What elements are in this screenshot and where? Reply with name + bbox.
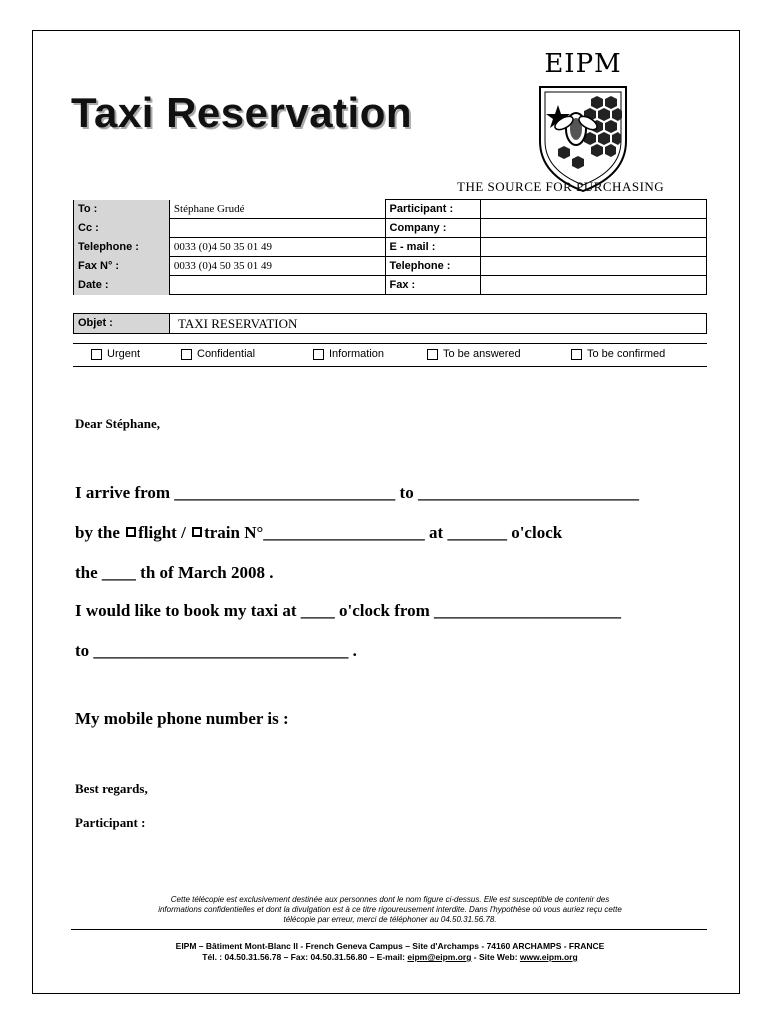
to-label: To : <box>74 200 170 219</box>
telephone-value[interactable]: 0033 (0)4 50 35 01 49 <box>169 238 385 257</box>
footer-contact <box>73 952 707 963</box>
objet-row <box>73 313 707 334</box>
table-row <box>74 276 707 295</box>
document-title: Taxi Reservation <box>71 89 413 136</box>
priority-checkboxes <box>73 343 707 367</box>
checkbox-label: To be confirmed <box>587 348 666 360</box>
salutation: Dear Stéphane, <box>75 416 160 431</box>
footer-phone-fax: Tél. : 04.50.31.56.78 – Fax: 04.50.31.56.80 – E-mail: <box>202 952 408 962</box>
checkbox-icon <box>427 349 438 360</box>
objet-label: Objet : <box>74 314 170 333</box>
train-checkbox-icon[interactable] <box>192 527 202 537</box>
information-checkbox[interactable] <box>313 348 384 360</box>
document-page <box>32 30 740 994</box>
mobile-line: My mobile phone number is : <box>75 709 289 728</box>
checkbox-label: To be answered <box>443 348 521 360</box>
logo-tagline: THE SOURCE FOR PURCHASING <box>457 179 665 194</box>
table-row <box>74 200 707 219</box>
footer-divider <box>71 929 707 930</box>
cc-label: Cc : <box>74 219 170 238</box>
transport-prefix: by the <box>75 523 120 542</box>
footer-address: EIPM – Bâtiment Mont-Blanc II - French Geneva Campus – Site d'Archamps - 74160 ARCHAMPS - FRANCE <box>175 941 605 951</box>
date-label: Date : <box>74 276 170 295</box>
participant-fax-value[interactable] <box>481 276 707 295</box>
participant-telephone-value[interactable] <box>481 257 707 276</box>
urgent-checkbox[interactable] <box>91 348 140 360</box>
logo-text: EIPM <box>544 49 622 79</box>
table-row <box>74 257 707 276</box>
destination-line: to ______________________________ . <box>75 641 357 660</box>
participant-label: Participant : <box>385 200 481 219</box>
company-value[interactable] <box>481 219 707 238</box>
participant-value[interactable] <box>481 200 707 219</box>
date-line: the ____ th of March 2008 . <box>75 563 274 582</box>
participant-telephone-label: Telephone : <box>385 257 481 276</box>
company-label: Company : <box>385 219 481 238</box>
to-be-confirmed-checkbox[interactable] <box>571 348 665 360</box>
table-row <box>74 238 707 257</box>
transport-line <box>75 523 562 543</box>
arrival-line: I arrive from __________________________ to __________________________ <box>75 483 639 502</box>
footer <box>73 941 707 963</box>
email-value[interactable] <box>481 238 707 257</box>
disclaimer-line: informations confidentielles et dont la divulgation est à ce titre rigoureusement interdite. Dans l'hypothèse où vous auriez reçu cette <box>158 905 622 914</box>
to-be-answered-checkbox[interactable] <box>427 348 521 360</box>
checkbox-icon <box>313 349 324 360</box>
website-link[interactable]: www.eipm.org <box>519 952 578 962</box>
checkbox-label: Information <box>329 348 385 360</box>
to-value[interactable]: Stéphane Grudé <box>169 200 385 219</box>
confidential-checkbox[interactable] <box>181 348 255 360</box>
train-label: train N°___________________ at _______ o'clock <box>204 523 563 542</box>
fax-label: Fax N° : <box>74 257 170 276</box>
signature-label: Participant : <box>75 815 146 830</box>
booking-line: I would like to book my taxi at ____ o'clock from ______________________ <box>75 601 622 620</box>
telephone-label: Telephone : <box>74 238 170 257</box>
flight-label: flight / <box>138 523 186 542</box>
disclaimer-line: télécopie par erreur, merci de téléphoner au 04.50.31.56.78. <box>283 915 497 924</box>
email-label: E - mail : <box>385 238 481 257</box>
disclaimer-line: Cette télécopie est exclusivement destinée aux personnes dont le nom figure ci-dessus. Elle est susceptible de contenir des <box>170 895 610 904</box>
table-row <box>74 219 707 238</box>
checkbox-label: Urgent <box>107 348 141 360</box>
footer-separator: - Site Web: <box>471 952 520 962</box>
checkbox-icon <box>181 349 192 360</box>
fax-header-table <box>73 199 707 295</box>
email-link[interactable]: eipm@eipm.org <box>407 952 472 962</box>
fax-value[interactable]: 0033 (0)4 50 35 01 49 <box>169 257 385 276</box>
checkbox-icon <box>571 349 582 360</box>
disclaimer <box>73 895 707 925</box>
checkbox-icon <box>91 349 102 360</box>
participant-fax-label: Fax : <box>385 276 481 295</box>
date-value[interactable] <box>169 276 385 295</box>
closing: Best regards, <box>75 781 148 796</box>
objet-value[interactable]: TAXI RESERVATION <box>178 316 298 331</box>
flight-checkbox-icon[interactable] <box>126 527 136 537</box>
checkbox-label: Confidential <box>197 348 256 360</box>
eipm-logo <box>528 49 638 199</box>
cc-value[interactable] <box>169 219 385 238</box>
